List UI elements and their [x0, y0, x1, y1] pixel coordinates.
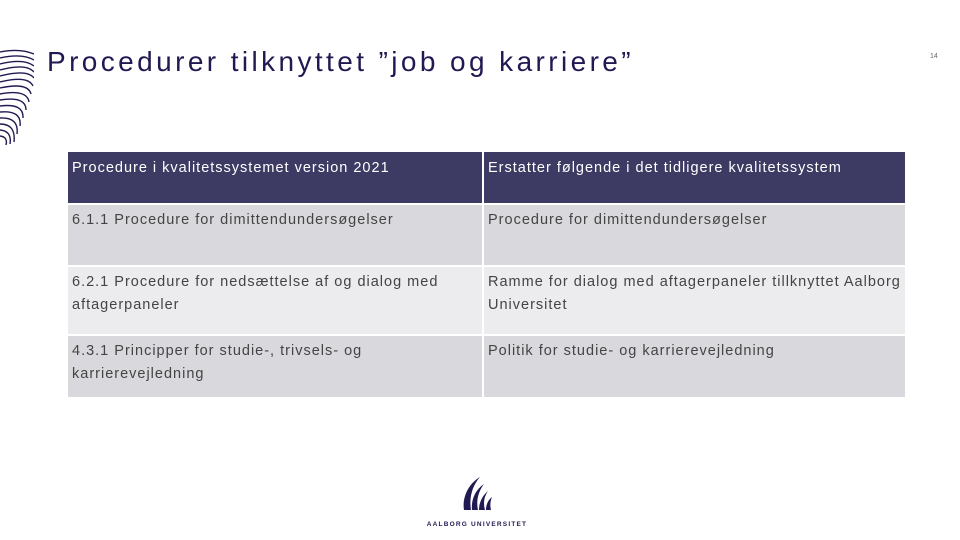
table-cell: Ramme for dialog med aftagerpaneler tillknyttet Aalborg Universitet [483, 266, 906, 335]
table-row [67, 204, 906, 266]
table-row [67, 266, 906, 335]
slide-title: Procedurer tilknyttet ”job og karriere” [47, 46, 634, 77]
table-header-cell: Erstatter følgende i det tidligere kvalitetssystem [483, 151, 906, 204]
logo-wordmark: AALBORG UNIVERSITET [426, 521, 528, 528]
table-cell: Procedure for dimittendundersøgelser [483, 204, 906, 266]
table-cell: 6.1.1 Procedure for dimittendundersøgelser [67, 204, 483, 266]
procedures-table [66, 150, 907, 399]
decorative-wave-lines-icon [0, 44, 34, 146]
table-cell: Politik for studie- og karrierevejledning [483, 335, 906, 398]
table-cell: 6.2.1 Procedure for nedsættelse af og dialog med aftagerpaneler [67, 266, 483, 335]
table-row [67, 335, 906, 398]
table-header-row [67, 151, 906, 204]
page-number: 14 [930, 53, 938, 60]
table-header-cell: Procedure i kvalitetssystemet version 2021 [67, 151, 483, 204]
university-logo [420, 474, 534, 534]
aau-wave-logo-icon [460, 474, 494, 512]
table-cell: 4.3.1 Principper for studie-, trivsels- og karrierevejledning [67, 335, 483, 398]
